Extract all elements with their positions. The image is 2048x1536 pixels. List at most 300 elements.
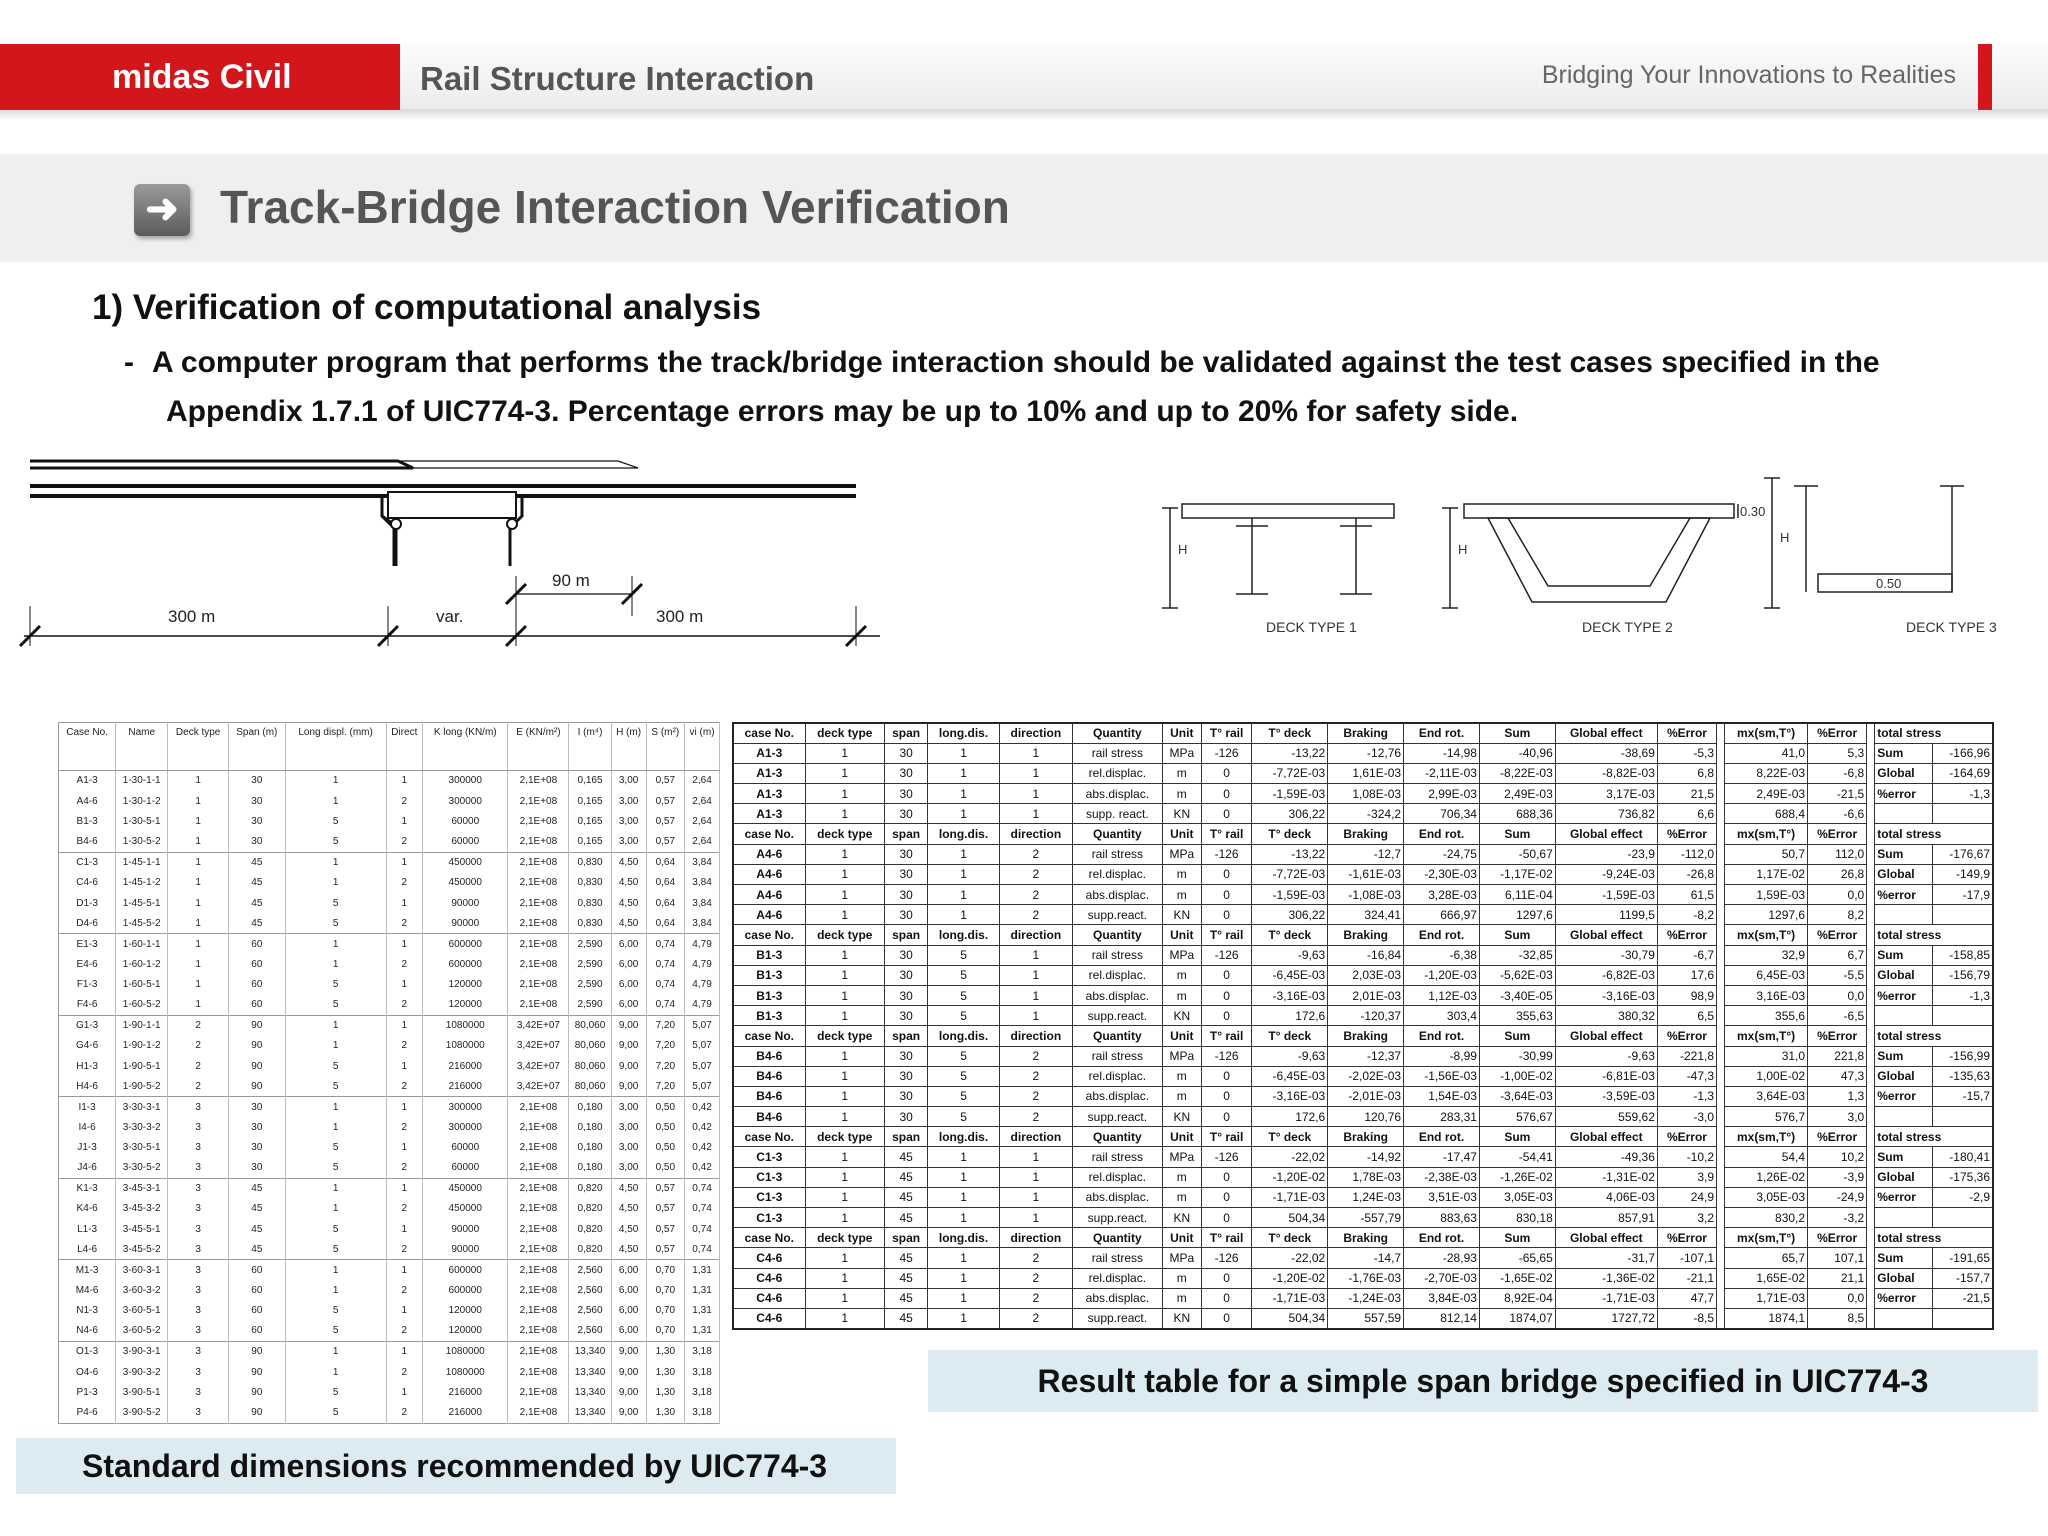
result-cell: 1 [928,844,999,864]
std-cell: 13,340 [569,1341,611,1361]
result-cell: abs.displac. [1072,1288,1162,1308]
caption-result-table: Result table for a simple span bridge specified in UIC774-3 [928,1350,2038,1412]
result-cell: 30 [884,784,927,804]
result-cell: 830,2 [1725,1208,1808,1228]
std-cell: 1-30-5-2 [116,832,168,852]
result-cell: 557,59 [1328,1308,1404,1328]
result-cell: rail stress [1072,844,1162,864]
std-cell: 2 [386,995,422,1015]
result-header-cell: direction [999,925,1072,945]
std-cell: 2,1E+08 [508,913,569,933]
result-header-row [733,925,1993,945]
std-table-row [59,852,720,872]
result-cell: -5,3 [1657,743,1716,763]
result-cell: 1 [805,864,884,884]
result-cell: 8,5 [1808,1308,1867,1328]
std-cell: 13,340 [569,1362,611,1382]
result-cell: 283,31 [1404,1107,1480,1127]
result-cell: m [1162,1167,1201,1187]
std-table-row [59,893,720,913]
std-cell: 90000 [423,913,508,933]
result-header-cell: span [884,824,927,844]
result-cell: -23,9 [1555,844,1657,864]
std-cell: 1 [386,771,422,791]
result-cell: A1-3 [733,743,805,763]
result-header-cell: long.dis. [928,1127,999,1147]
std-cell: 1 [285,1260,386,1280]
std-cell: 0,830 [569,893,611,913]
result-cell: -1,3 [1657,1086,1716,1106]
result-cell: 812,14 [1404,1308,1480,1328]
std-table-row [59,811,720,831]
std-cell: 90000 [423,893,508,913]
std-cell: 2,590 [569,934,611,954]
result-gap [1717,864,1725,884]
std-cell: 1 [285,1362,386,1382]
result-cell: -24,75 [1404,844,1480,864]
result-cell: 1 [999,763,1072,783]
result-header-cell: Unit [1162,723,1201,743]
std-cell: 13,340 [569,1403,611,1423]
std-cell: 3 [168,1178,229,1198]
std-table-row [59,913,720,933]
result-header-cell: case No. [733,1228,805,1248]
std-cell: 5 [285,1321,386,1341]
result-cell: -6,82E-03 [1555,965,1657,985]
result-stress-value: -191,65 [1932,1248,1993,1268]
result-header-cell: Braking [1328,723,1404,743]
std-cell: 0,74 [646,934,685,954]
result-header-cell: %Error [1808,723,1867,743]
result-cell: 5 [928,1006,999,1026]
result-gap [1867,1046,1875,1066]
std-cell: 7,20 [646,1056,685,1076]
result-row [733,804,1993,824]
result-cell: 47,3 [1808,1066,1867,1086]
result-cell: 1 [805,1066,884,1086]
std-cell: 1 [386,974,422,994]
std-cell: L1-3 [59,1219,116,1239]
result-cell: -3,0 [1657,1107,1716,1127]
result-cell: 2 [999,885,1072,905]
std-table-row [59,1341,720,1361]
std-cell: 0,820 [569,1178,611,1198]
result-cell: MPa [1162,1046,1201,1066]
result-cell: m [1162,864,1201,884]
result-cell: 32,9 [1725,945,1808,965]
result-cell: 1 [805,763,884,783]
result-cell: -120,37 [1328,1006,1404,1026]
std-table-row [59,1219,720,1239]
result-gap [1867,743,1875,763]
result-cell: 1 [928,905,999,925]
std-cell: 0,74 [685,1178,720,1198]
result-header-cell: End rot. [1404,1127,1480,1147]
std-cell: E1-3 [59,934,116,954]
std-cell: 45 [229,1178,285,1198]
result-cell: 1 [999,945,1072,965]
std-cell: 2,64 [685,832,720,852]
result-gap [1867,1147,1875,1167]
result-cell: -3,9 [1808,1167,1867,1187]
result-cell: abs.displac. [1072,985,1162,1005]
result-cell: 0 [1201,1288,1252,1308]
result-gap [1867,1248,1875,1268]
result-cell: B1-3 [733,965,805,985]
result-cell: -1,71E-03 [1252,1288,1328,1308]
std-cell: C4-6 [59,872,116,892]
result-cell: 21,5 [1657,784,1716,804]
result-cell: 1 [928,864,999,884]
result-stress-value [1932,1107,1993,1127]
result-gap [1717,1167,1725,1187]
result-header-cell: T° deck [1252,925,1328,945]
result-cell: 324,41 [1328,905,1404,925]
std-cell: 90 [229,1403,285,1423]
result-cell: 2 [999,1086,1072,1106]
std-cell: 5 [285,811,386,831]
std-cell: 600000 [423,1280,508,1300]
std-cell: 3 [168,1138,229,1158]
result-cell: 1 [999,1187,1072,1207]
std-cell: 4,79 [685,974,720,994]
std-cell: 0,57 [646,1219,685,1239]
result-header-cell: span [884,1127,927,1147]
std-cell: 0,50 [646,1138,685,1158]
std-cell: 4,50 [611,913,646,933]
std-cell: P1-3 [59,1382,116,1402]
result-header-cell: T° deck [1252,1026,1328,1046]
result-header-cell: mx(sm,T°) [1725,925,1808,945]
result-gap [1867,804,1875,824]
result-stress-label [1875,1006,1932,1026]
std-cell: 2 [168,1076,229,1096]
std-header-cell: K long (KN/m) [423,723,508,771]
result-cell: 61,5 [1657,885,1716,905]
result-header-cell: long.dis. [928,1228,999,1248]
std-table-row [59,1260,720,1280]
std-cell: 300000 [423,791,508,811]
std-cell: 1-45-5-1 [116,893,168,913]
std-cell: 2,590 [569,995,611,1015]
std-cell: 2,590 [569,974,611,994]
std-cell: 1-60-1-1 [116,934,168,954]
result-cell: -1,24E-03 [1328,1288,1404,1308]
std-cell: 2,1E+08 [508,1321,569,1341]
result-cell: C4-6 [733,1288,805,1308]
result-cell: 1 [805,1248,884,1268]
std-cell: B4-6 [59,832,116,852]
std-cell: 2,1E+08 [508,1097,569,1117]
std-cell: 0,74 [685,1239,720,1259]
result-cell: 30 [884,885,927,905]
std-cell: 450000 [423,1199,508,1219]
std-cell: 1 [285,852,386,872]
brand-logo: midas Civil [0,44,400,110]
result-cell: 8,22E-03 [1725,763,1808,783]
result-gap [1867,965,1875,985]
std-cell: M1-3 [59,1260,116,1280]
result-header-cell: T° deck [1252,1228,1328,1248]
std-table-row [59,1239,720,1259]
std-cell: 2,1E+08 [508,974,569,994]
result-stress-value: -176,67 [1932,844,1993,864]
std-cell: 45 [229,1219,285,1239]
std-cell: 2,1E+08 [508,934,569,954]
std-cell: 9,00 [611,1362,646,1382]
result-cell: 1 [999,1006,1072,1026]
result-header-cell: T° rail [1201,1026,1252,1046]
std-cell: 3,84 [685,913,720,933]
std-cell: 80,060 [569,1036,611,1056]
result-header-cell: End rot. [1404,824,1480,844]
result-cell: -5,62E-03 [1479,965,1555,985]
std-cell: 60 [229,1321,285,1341]
std-cell: 60000 [423,811,508,831]
std-cell: 0,57 [646,1239,685,1259]
dim-var-label: var. [436,607,464,626]
result-cell: C1-3 [733,1147,805,1167]
result-cell: 30 [884,1046,927,1066]
std-cell: 0,830 [569,852,611,872]
result-cell: 303,4 [1404,1006,1480,1026]
std-cell: F1-3 [59,974,116,994]
result-cell: 1 [999,965,1072,985]
std-cell: 90 [229,1362,285,1382]
result-cell: -22,02 [1252,1147,1328,1167]
result-row [733,743,1993,763]
result-cell: -3,16E-03 [1555,985,1657,1005]
std-cell: 3,84 [685,852,720,872]
result-cell: 0 [1201,1208,1252,1228]
result-stress-label: Sum [1875,743,1932,763]
std-cell: 5 [285,1301,386,1321]
result-cell: 17,6 [1657,965,1716,985]
std-cell: 6,00 [611,1260,646,1280]
std-cell: E4-6 [59,954,116,974]
result-gap [1717,1046,1725,1066]
result-cell: B1-3 [733,985,805,1005]
result-header-cell: span [884,925,927,945]
std-cell: 2 [386,1362,422,1382]
std-cell: 216000 [423,1076,508,1096]
std-cell: 30 [229,1138,285,1158]
std-cell: 5 [285,1056,386,1076]
std-cell: 1 [386,1260,422,1280]
result-cell: 0,0 [1808,985,1867,1005]
std-cell: 4,79 [685,995,720,1015]
result-gap [1867,824,1875,844]
result-cell: 1 [805,804,884,824]
result-cell: 1 [999,1147,1072,1167]
result-stress-value: -157,7 [1932,1268,1993,1288]
std-cell: 1 [386,934,422,954]
std-cell: 2,1E+08 [508,1158,569,1178]
result-cell: KN [1162,1308,1201,1328]
std-cell: 9,00 [611,1341,646,1361]
result-cell: 5 [928,1046,999,1066]
result-cell: 24,9 [1657,1187,1716,1207]
std-cell: 0,74 [685,1199,720,1219]
result-cell: 1 [805,1147,884,1167]
result-gap [1867,1268,1875,1288]
result-cell: 1 [999,804,1072,824]
deck2-h-label: H [1458,542,1468,557]
std-cell: 3,00 [611,1117,646,1137]
result-header-cell: Global effect [1555,723,1657,743]
result-cell: -9,63 [1555,1046,1657,1066]
result-cell: 1 [805,1208,884,1228]
result-cell: 30 [884,1107,927,1127]
result-cell: 1 [928,1268,999,1288]
dim-030-label: 0.30 [1740,504,1766,519]
std-cell: 5 [285,1403,386,1423]
result-gap [1717,743,1725,763]
result-stress-value: -15,7 [1932,1086,1993,1106]
std-cell: 3 [168,1199,229,1219]
result-cell: -3,64E-03 [1479,1086,1555,1106]
std-cell: 90 [229,1341,285,1361]
result-gap [1717,1006,1725,1026]
std-cell: 2,1E+08 [508,1341,569,1361]
std-cell: F4-6 [59,995,116,1015]
std-cell: 60 [229,1301,285,1321]
std-cell: 0,830 [569,913,611,933]
result-cell: -21,5 [1808,784,1867,804]
result-cell: 6,5 [1657,1006,1716,1026]
result-cell: -6,38 [1404,945,1480,965]
result-cell: -2,01E-03 [1328,1086,1404,1106]
std-cell: 4,50 [611,1178,646,1198]
result-cell: 504,34 [1252,1208,1328,1228]
std-cell: 1-45-1-2 [116,872,168,892]
result-stress-label: Global [1875,1066,1932,1086]
bullet-dash: - [124,346,134,379]
result-cell: KN [1162,1006,1201,1026]
std-header-cell: H (m) [611,723,646,771]
result-cell: 576,7 [1725,1107,1808,1127]
result-cell: rel.displac. [1072,965,1162,985]
result-cell: -1,59E-03 [1252,885,1328,905]
result-cell: MPa [1162,1248,1201,1268]
result-cell: 688,36 [1479,804,1555,824]
std-cell: 2,64 [685,771,720,791]
result-cell: 1 [805,1308,884,1328]
std-cell: 0,50 [646,1158,685,1178]
std-header-cell: Case No. [59,723,116,771]
std-cell: 6,00 [611,1321,646,1341]
result-stress-label: Global [1875,965,1932,985]
result-header-cell: T° deck [1252,1127,1328,1147]
result-stress-value: -180,41 [1932,1147,1993,1167]
result-cell: 0,0 [1808,885,1867,905]
std-cell: 4,50 [611,1219,646,1239]
std-cell: 4,50 [611,893,646,913]
std-cell: 5 [285,995,386,1015]
std-cell: 5,07 [685,1036,720,1056]
result-header-cell: mx(sm,T°) [1725,824,1808,844]
std-table-row [59,954,720,974]
result-cell: -8,82E-03 [1555,763,1657,783]
result-cell: 1 [805,905,884,925]
std-cell: G1-3 [59,1015,116,1035]
std-table-row [59,832,720,852]
std-cell: 0,820 [569,1219,611,1239]
result-stress-value: -149,9 [1932,864,1993,884]
std-cell: 2,1E+08 [508,1239,569,1259]
result-header-cell: direction [999,1127,1072,1147]
std-cell: 1 [168,913,229,933]
std-table-row [59,1056,720,1076]
result-cell: -221,8 [1657,1046,1716,1066]
result-cell: 504,34 [1252,1308,1328,1328]
std-cell: 6,00 [611,995,646,1015]
result-gap [1717,1187,1725,1207]
result-header-cell: case No. [733,723,805,743]
std-cell: 1 [386,1219,422,1239]
std-cell: 3,42E+07 [508,1015,569,1035]
std-cell: 90 [229,1076,285,1096]
std-cell: 1-45-1-1 [116,852,168,872]
result-cell: 1 [805,1268,884,1288]
result-cell: 3,16E-03 [1725,985,1808,1005]
std-cell: 1 [285,934,386,954]
result-gap [1867,905,1875,925]
result-cell: -8,5 [1657,1308,1716,1328]
bullet-line-2: Appendix 1.7.1 of UIC774-3. Percentage errors may be up to 10% and up to 20% for safety side. [166,395,1519,428]
std-cell: 60000 [423,832,508,852]
std-cell: 0,64 [646,852,685,872]
std-header-cell: Span (m) [229,723,285,771]
result-cell: 54,4 [1725,1147,1808,1167]
std-cell: 3,00 [611,811,646,831]
result-stress-label: %error [1875,985,1932,1005]
std-cell: 600000 [423,934,508,954]
std-cell: A1-3 [59,771,116,791]
std-cell: O1-3 [59,1341,116,1361]
result-header-cell: long.dis. [928,723,999,743]
result-cell: 0 [1201,1107,1252,1127]
result-header-cell: Global effect [1555,1026,1657,1046]
result-gap [1717,885,1725,905]
result-gap [1717,824,1725,844]
result-gap [1867,1127,1875,1147]
std-table-row [59,1158,720,1178]
result-cell: 30 [884,1006,927,1026]
result-header-cell: Unit [1162,925,1201,945]
std-cell: 1 [168,934,229,954]
result-gap [1867,945,1875,965]
std-cell: 0,57 [646,771,685,791]
result-cell: 1 [805,1107,884,1127]
result-cell: -126 [1201,844,1252,864]
result-cell: -3,59E-03 [1555,1086,1657,1106]
result-header-cell: %Error [1657,1228,1716,1248]
result-header-cell: case No. [733,1026,805,1046]
result-cell: KN [1162,1107,1201,1127]
result-cell: -28,93 [1404,1248,1480,1268]
result-cell: 1 [928,1167,999,1187]
result-gap [1867,925,1875,945]
std-cell: 9,00 [611,1076,646,1096]
result-cell: m [1162,1066,1201,1086]
std-table-row [59,1178,720,1198]
result-cell: 112,0 [1808,844,1867,864]
std-cell: 1 [285,1015,386,1035]
result-cell: -6,45E-03 [1252,965,1328,985]
result-cell: A1-3 [733,763,805,783]
result-cell: 1 [928,743,999,763]
